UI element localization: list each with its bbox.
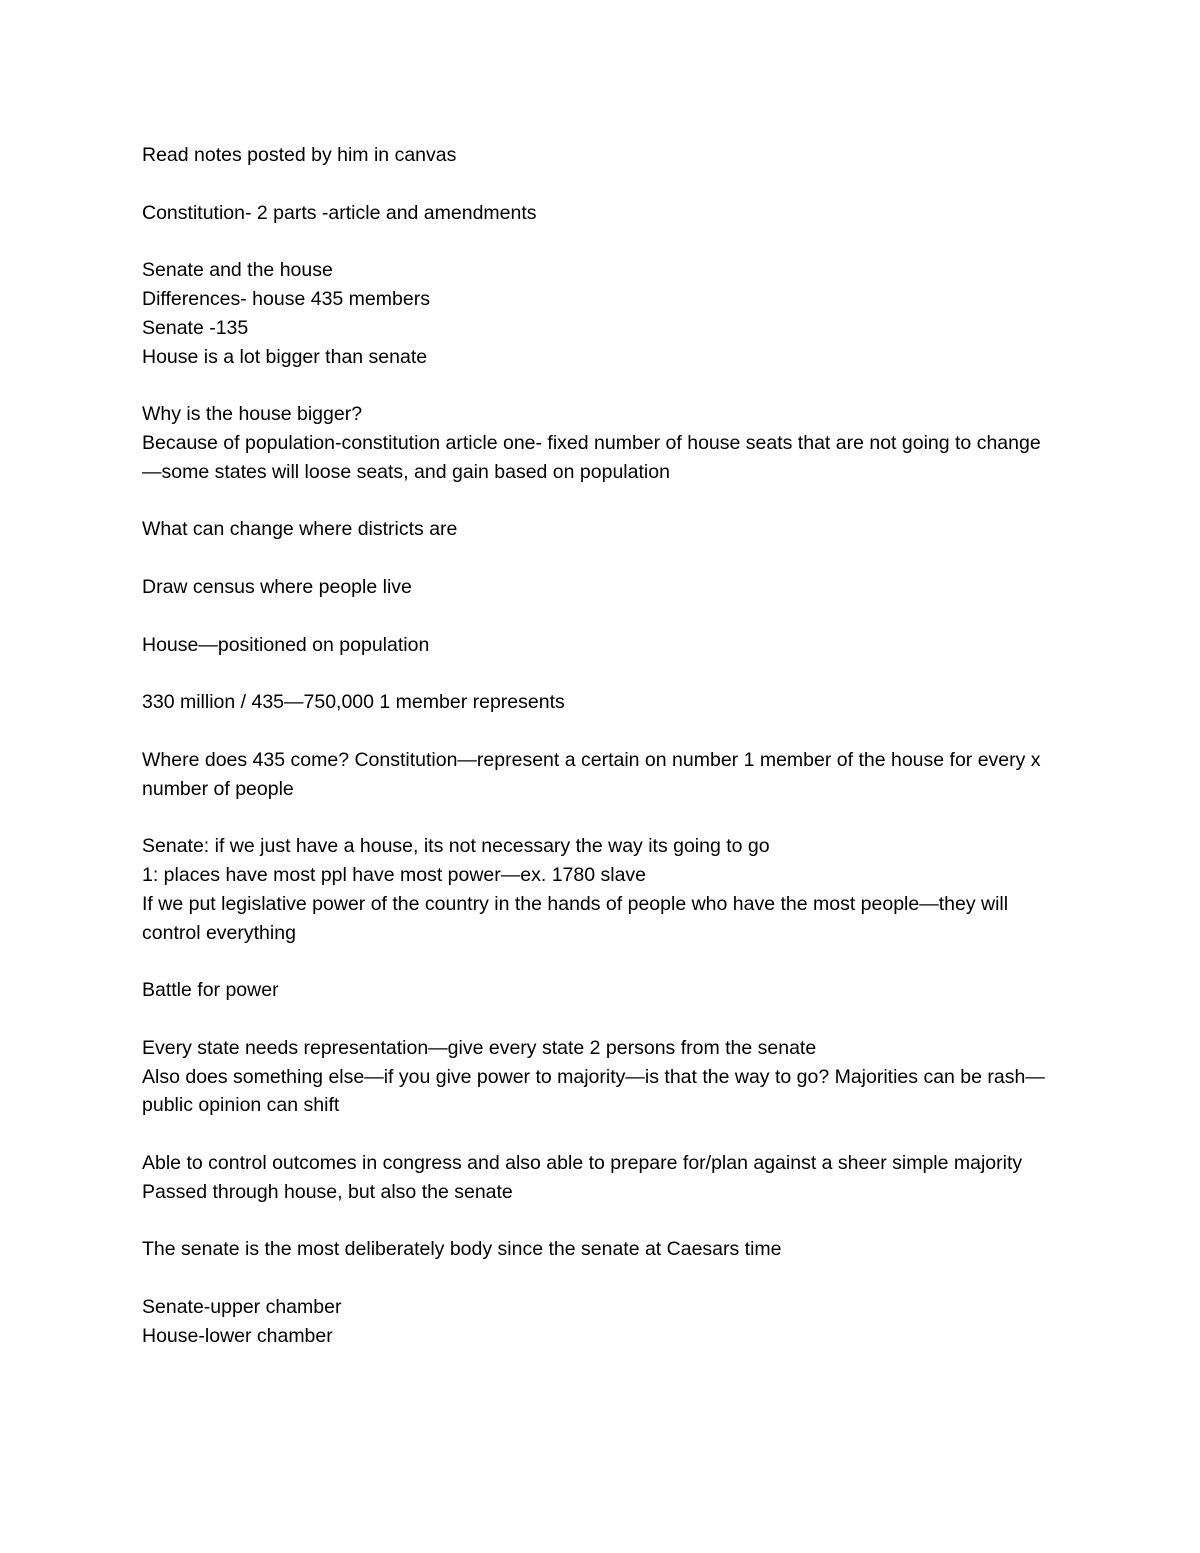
paragraph xyxy=(142,832,1057,947)
text-line: House is a lot bigger than senate xyxy=(142,345,428,368)
paragraph xyxy=(142,1149,1057,1207)
text-line: Every state needs representation—give every state 2 persons from the senate xyxy=(142,1036,817,1059)
text-line: If we put legislative power of the country in the hands of people who have the most people—they will control everything xyxy=(142,892,1009,944)
paragraph xyxy=(142,141,1057,170)
text-line: Battle for power xyxy=(142,979,279,1002)
text-line: What can change where districts are xyxy=(142,518,458,541)
paragraph xyxy=(142,631,1057,660)
text-line: Also does something else—if you give power to majority—is that the way to go? Majorities can be rash—public opinion can shift xyxy=(142,1065,1045,1117)
text-line: Senate: if we just have a house, its not necessary the way its going to go xyxy=(142,835,770,858)
document-body xyxy=(142,141,1057,1379)
text-line: Differences- house 435 members xyxy=(142,287,430,310)
text-line: 1: places have most ppl have most power—ex. 1780 slave xyxy=(142,863,647,886)
paragraph xyxy=(142,256,1057,371)
text-line: Passed through house, but also the senate xyxy=(142,1180,513,1203)
text-line: 330 million / 435—750,000 1 member represents xyxy=(142,691,565,714)
paragraph xyxy=(142,1293,1057,1351)
text-line: Senate and the house xyxy=(142,259,333,282)
paragraph xyxy=(142,688,1057,717)
paragraph xyxy=(142,1235,1057,1264)
text-line: Senate -135 xyxy=(142,316,249,339)
text-line: Why is the house bigger? xyxy=(142,403,363,426)
paragraph xyxy=(142,1034,1057,1120)
paragraph xyxy=(142,573,1057,602)
text-line: Because of population-constitution article one- fixed number of house seats that are not going to change—some states will loose seats, and gain based on population xyxy=(142,431,1041,483)
paragraph xyxy=(142,400,1057,486)
text-line: House-lower chamber xyxy=(142,1324,333,1347)
text-line: Where does 435 come? Constitution—represent a certain on number 1 member of the house for every x number of people xyxy=(142,748,1041,800)
text-line: Constitution- 2 parts -article and amendments xyxy=(142,201,537,224)
text-line: Read notes posted by him in canvas xyxy=(142,144,457,166)
text-line: Able to control outcomes in congress and also able to prepare for/plan against a sheer simple majority xyxy=(142,1151,1023,1174)
text-line: Senate-upper chamber xyxy=(142,1295,342,1318)
text-line: The senate is the most deliberately body since the senate at Caesars time xyxy=(142,1238,782,1261)
paragraph xyxy=(142,746,1057,804)
paragraph xyxy=(142,976,1057,1005)
text-line: Draw census where people live xyxy=(142,575,412,598)
paragraph xyxy=(142,199,1057,228)
text-line: House—positioned on population xyxy=(142,633,430,656)
paragraph xyxy=(142,515,1057,544)
